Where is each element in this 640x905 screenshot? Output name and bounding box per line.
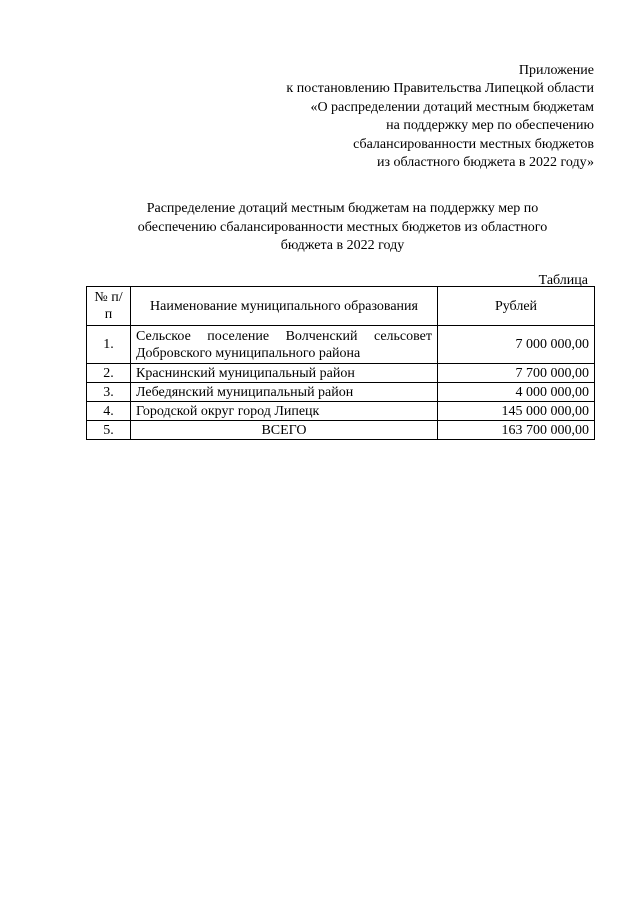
table-caption: Таблица	[538, 273, 588, 288]
appendix-line: «О распределении дотаций местным бюджетам	[310, 99, 594, 115]
table-row	[87, 402, 595, 421]
cell-sum: 145 000 000,00	[438, 402, 595, 421]
cell-name: Краснинский муниципальный район	[131, 364, 438, 383]
title-line: Распределение дотаций местным бюджетам на поддержку мер по	[146, 201, 539, 216]
table-total-row	[87, 421, 595, 440]
table-row	[87, 364, 595, 383]
table-row	[87, 383, 595, 402]
header-num: № п/п	[87, 287, 131, 326]
header-name: Наименование муниципального образования	[131, 287, 438, 326]
allocation-table	[86, 286, 595, 440]
cell-num: 5.	[87, 421, 131, 440]
table-row	[87, 326, 595, 364]
appendix-line: сбалансированности местных бюджетов	[353, 136, 594, 152]
appendix-header	[286, 62, 594, 172]
cell-num: 4.	[87, 402, 131, 421]
cell-name: Городской округ город Липецк	[131, 402, 438, 421]
cell-name: Сельское поселение Волченский сельсовет Добровского муниципального района	[131, 326, 438, 364]
title-line: обеспечению сбалансированности местных бюджетов из областного	[137, 219, 548, 235]
cell-num: 1.	[87, 326, 131, 364]
cell-sum: 7 700 000,00	[438, 364, 595, 383]
cell-name: Лебедянский муниципальный район	[131, 383, 438, 402]
cell-total-label: ВСЕГО	[131, 421, 438, 440]
table-header-row	[87, 287, 595, 326]
cell-total-sum: 163 700 000,00	[438, 421, 595, 440]
cell-num: 2.	[87, 364, 131, 383]
title-line: бюджета в 2022 году	[280, 238, 405, 253]
appendix-line: на поддержку мер по обеспечению	[386, 118, 594, 134]
document-title	[110, 200, 575, 256]
cell-sum: 7 000 000,00	[438, 326, 595, 364]
appendix-line: из областного бюджета в 2022 году»	[377, 155, 594, 171]
header-sum: Рублей	[438, 287, 595, 326]
cell-num: 3.	[87, 383, 131, 402]
appendix-line: к постановлению Правительства Липецкой области	[286, 81, 594, 97]
appendix-line: Приложение	[518, 63, 594, 78]
cell-sum: 4 000 000,00	[438, 383, 595, 402]
